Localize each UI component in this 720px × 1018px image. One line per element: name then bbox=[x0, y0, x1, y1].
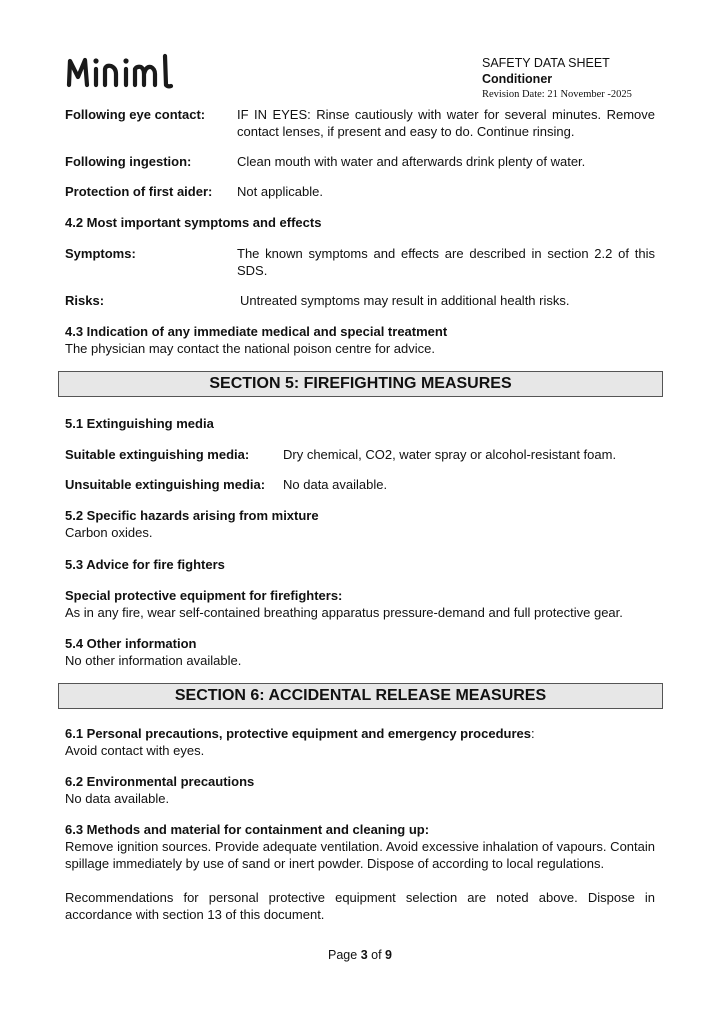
subsection-heading-5-4: 5.4 Other information bbox=[65, 636, 197, 651]
brand-logo bbox=[66, 52, 176, 93]
subsection-heading-6-2: 6.2 Environmental precautions bbox=[65, 774, 255, 789]
suitable-media-row bbox=[65, 446, 655, 463]
subsection-heading-4-2: 4.2 Most important symptoms and effects bbox=[65, 215, 322, 230]
subsection-heading-4-3: 4.3 Indication of any immediate medical and special treatment bbox=[65, 324, 448, 339]
subsection-heading-6-3: 6.3 Methods and material for containment and cleaning up: bbox=[65, 822, 430, 837]
heading-colon: : bbox=[530, 726, 535, 741]
ppe-text: As in any fire, wear self-contained breathing apparatus pressure-demand and full protective gear. bbox=[65, 605, 623, 620]
first-aid-value: Not applicable. bbox=[237, 184, 323, 199]
ppe-heading: Special protective equipment for firefighters: bbox=[65, 588, 343, 603]
suitable-media-label: Suitable extinguishing media: bbox=[65, 447, 250, 462]
risks-row bbox=[65, 292, 655, 309]
of-word: of bbox=[371, 948, 382, 962]
risks-value: Untreated symptoms may result in additional health risks. bbox=[240, 293, 570, 308]
symptoms-value: The known symptoms and effects are described in section 2.2 of this SDS. bbox=[237, 246, 655, 278]
subsection-text-6-1: Avoid contact with eyes. bbox=[65, 743, 205, 758]
unsuitable-media-label: Unsuitable extinguishing media: bbox=[65, 477, 266, 492]
subsection-text-6-2: No data available. bbox=[65, 791, 170, 806]
miniml-logo-icon bbox=[66, 52, 176, 90]
doc-header bbox=[482, 55, 702, 102]
subsection-heading-6-1: 6.1 Personal precautions, protective equipment and emergency procedures bbox=[65, 726, 531, 741]
first-aid-label: Following ingestion: bbox=[65, 154, 192, 169]
risks-label: Risks: bbox=[65, 293, 105, 308]
revision-date: Revision Date: 21 November -2025 bbox=[482, 89, 632, 100]
product-name: Conditioner bbox=[482, 72, 553, 86]
subsection-heading-5-2: 5.2 Specific hazards arising from mixture bbox=[65, 508, 319, 523]
subsection-text-6-3-b: Recommendations for personal protective equipment selection are noted above. Dispose in accordance with section 13 of this document. bbox=[65, 890, 655, 922]
subsection-text-5-2: Carbon oxides. bbox=[65, 525, 153, 540]
symptoms-label: Symptoms: bbox=[65, 246, 136, 261]
page-word: Page bbox=[328, 948, 358, 962]
suitable-media-value: Dry chemical, CO2, water spray or alcohol-resistant foam. bbox=[283, 447, 617, 462]
page-footer bbox=[0, 948, 720, 962]
first-aid-eye-row bbox=[65, 106, 655, 140]
unsuitable-media-row bbox=[65, 476, 655, 493]
subsection-text-6-3: Remove ignition sources. Provide adequate ventilation. Avoid excessive inhalation of vapours. Contain spillage immediately by use of sand or inert powder. Dispose of according to local regulations. bbox=[65, 839, 655, 871]
page-number: 3 bbox=[360, 948, 368, 962]
first-aid-ingestion-row bbox=[65, 153, 655, 170]
subsection-text-5-4: No other information available. bbox=[65, 653, 242, 668]
subsection-heading-5-1: 5.1 Extinguishing media bbox=[65, 416, 214, 431]
unsuitable-media-value: No data available. bbox=[283, 477, 388, 492]
doc-type: SAFETY DATA SHEET bbox=[482, 56, 610, 70]
section-5-title: SECTION 5: FIREFIGHTING MEASURES bbox=[58, 371, 663, 397]
subsection-6-1 bbox=[65, 725, 655, 742]
first-aid-label: Protection of first aider: bbox=[65, 184, 213, 199]
first-aid-label: Following eye contact: bbox=[65, 107, 206, 122]
symptoms-row bbox=[65, 245, 655, 279]
first-aid-value: Clean mouth with water and afterwards drink plenty of water. bbox=[237, 154, 586, 169]
subsection-heading-5-3: 5.3 Advice for fire fighters bbox=[65, 557, 225, 572]
section-6-title: SECTION 6: ACCIDENTAL RELEASE MEASURES bbox=[58, 683, 663, 709]
page-total: 9 bbox=[385, 948, 392, 962]
document-body bbox=[65, 106, 655, 923]
subsection-text-4-3: The physician may contact the national poison centre for advice. bbox=[65, 341, 435, 356]
first-aid-aider-row bbox=[65, 183, 655, 200]
first-aid-value: IF IN EYES: Rinse cautiously with water for several minutes. Remove contact lenses, if present and easy to do. Continue rinsing. bbox=[237, 107, 655, 139]
